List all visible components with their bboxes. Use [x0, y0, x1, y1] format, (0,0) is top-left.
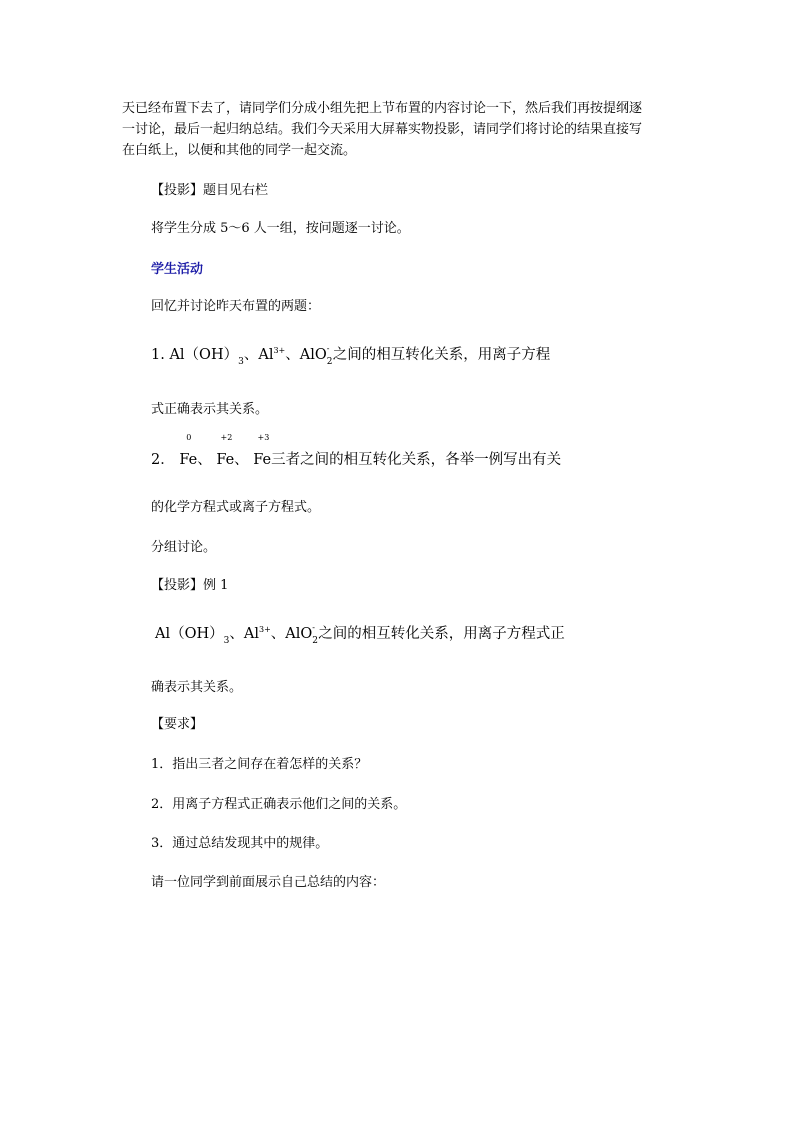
oxidation-state-plus3: +3 [257, 433, 270, 442]
superscript-3plus: 3+ [259, 625, 271, 634]
subscript-2: 2 [312, 636, 319, 646]
question-2: 2． 0 Fe、 +2 Fe、 +3 Fe三者之间的相互转化关系，各举一例写出有关 [151, 450, 561, 471]
invite-text: 请一位同学到前面展示自己总结的内容： [151, 875, 386, 890]
oxidation-state-plus2: +2 [220, 433, 233, 442]
formula-al-ion: 、Al [243, 347, 274, 363]
subscript-2: 2 [326, 357, 333, 367]
example-1-cont: 确表示其关系。 [151, 680, 243, 695]
superscript-3plus: 3+ [273, 346, 286, 355]
example-1-text: 之间的相互转化关系，用离子方程式正 [318, 626, 565, 642]
intro-line-1: 天已经布置下去了，请同学们分成小组先把上节布置的内容讨论一下，然后我们再按提纲逐 [122, 101, 643, 116]
question-2-number: 2． [151, 452, 180, 468]
formula-al-ion: 、Al [229, 626, 259, 642]
student-activity-heading: 学生活动 [151, 262, 204, 277]
recall-text: 回忆并讨论昨天布置的两题： [151, 299, 321, 314]
superscript-minus: - [312, 623, 315, 632]
requirement-item: 2．用离子方程式正确表示他们之间的关系。 [151, 797, 407, 812]
question-2-cont: 的化学方程式或离子方程式。 [151, 500, 321, 515]
question-1 [151, 345, 550, 368]
formula-alo2: 、AlO [285, 347, 327, 363]
intro-line-2: 一讨论，最后一起归纳总结。我们今天采用大屏幕实物投影，请同学们将讨论的结果直接写 [122, 122, 643, 137]
requirement-item: 3．通过总结发现其中的规律。 [151, 836, 329, 851]
question-2-text: 三者之间的相互转化关系，各举一例写出有关 [271, 452, 562, 468]
oxidation-state-0: 0 [186, 433, 192, 442]
fe-plus2: +2 Fe [216, 433, 235, 468]
formula-al-oh: Al（OH） [169, 347, 239, 363]
subscript-3: 3 [223, 636, 230, 646]
grouping-note: 将学生分成 5～6 人一组，按问题逐一讨论。 [151, 221, 410, 236]
fe-plus3: +3 Fe [253, 433, 272, 468]
formula-al-oh: Al（OH） [155, 626, 224, 642]
example-1 [155, 624, 565, 647]
projection-note-2: 【投影】例 1 [151, 578, 229, 593]
fe-0: 0 Fe [179, 433, 198, 468]
superscript-minus: - [326, 344, 330, 353]
formula-alo2: 、AlO [270, 626, 313, 642]
subscript-3: 3 [238, 357, 244, 367]
projection-note-1: 【投影】题目见右栏 [151, 183, 269, 198]
discussion-note: 分组讨论。 [151, 540, 217, 555]
question-1-cont: 式正确表示其关系。 [151, 402, 269, 417]
intro-line-3: 在白纸上，以便和其他的同学一起交流。 [122, 143, 357, 158]
question-1-number: 1. [151, 347, 170, 363]
question-1-text: 之间的相互转化关系，用离子方程 [332, 347, 551, 363]
requirement-item: 1．指出三者之间存在着怎样的关系？ [151, 757, 368, 772]
requirements-title: 【要求】 [151, 717, 204, 732]
